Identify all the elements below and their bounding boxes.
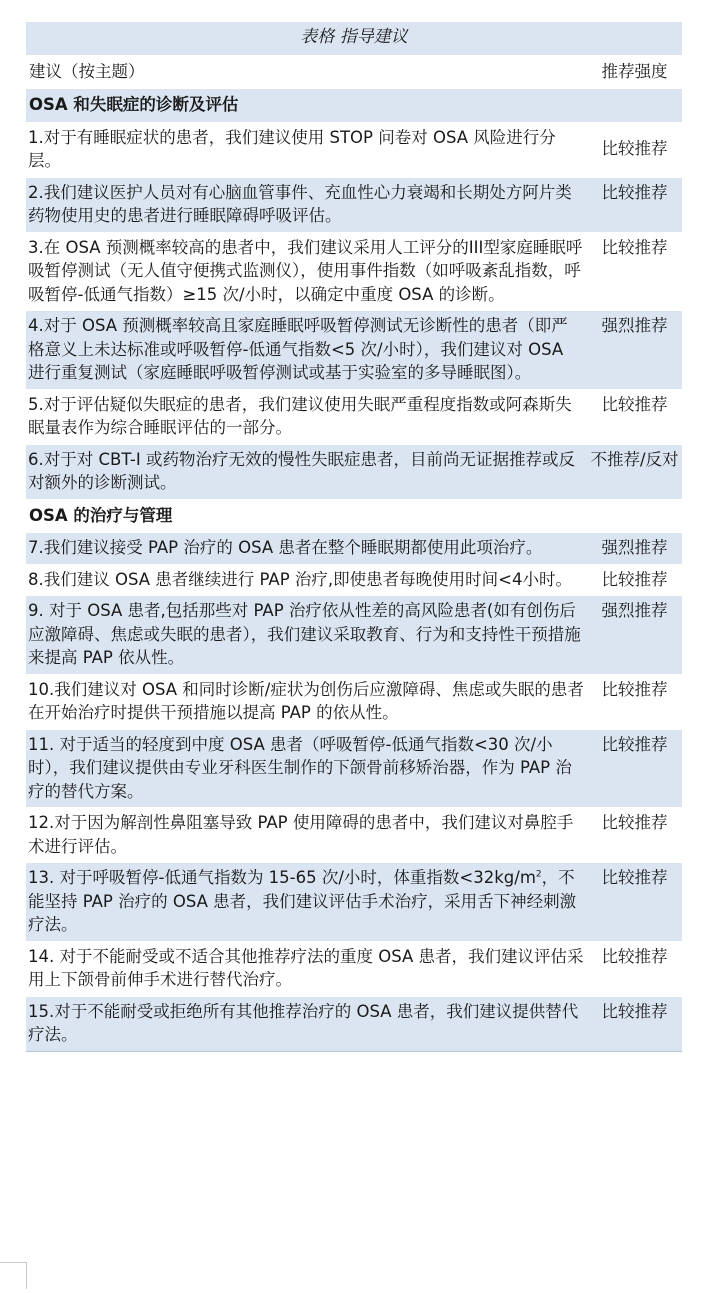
recommendation-strength: 比较推荐 bbox=[587, 564, 682, 596]
recommendation-text bbox=[26, 863, 587, 942]
recommendation-strength: 不推荐/反对 bbox=[587, 444, 682, 499]
recommendation-text-part: 13. 对于呼吸暂停-低通气指数为 15-65 次/小时，体重指数<32kg/m bbox=[28, 868, 536, 887]
table-row bbox=[26, 729, 682, 808]
section-header-row bbox=[26, 89, 682, 123]
superscript: 2 bbox=[535, 869, 542, 880]
recommendation-text: 12.对于因为解剖性鼻阻塞导致 PAP 使用障碍的患者中，我们建议对鼻腔手术进行评估。 bbox=[26, 808, 587, 863]
table-row bbox=[26, 232, 682, 311]
table-row bbox=[26, 808, 682, 863]
table-caption-row bbox=[26, 22, 682, 55]
recommendation-text: 14. 对于不能耐受或不适合其他推荐疗法的重度 OSA 患者，我们建议评估采用上下颌骨前伸手术进行替代治疗。 bbox=[26, 941, 587, 996]
recommendation-strength: 比较推荐 bbox=[587, 941, 682, 996]
table-row bbox=[26, 444, 682, 499]
recommendation-strength: 比较推荐 bbox=[587, 122, 682, 177]
recommendation-strength: 强烈推荐 bbox=[587, 596, 682, 675]
header-recommendation: 建议（按主题） bbox=[26, 55, 587, 89]
table-row bbox=[26, 941, 682, 996]
recommendation-text: 5.对于评估疑似失眠症的患者，我们建议使用失眠严重程度指数或阿森斯失眠量表作为综合睡眠评估的一部分。 bbox=[26, 389, 587, 444]
recommendation-text: 15.对于不能耐受或拒绝所有其他推荐治疗的 OSA 患者，我们建议提供替代疗法。 bbox=[26, 996, 587, 1051]
section-title: OSA 和失眠症的诊断及评估 bbox=[26, 89, 587, 123]
recommendation-text: 4.对于 OSA 预测概率较高且家庭睡眠呼吸暂停测试无诊断性的患者（即严格意义上未达标准或呼吸暂停-低通气指数<5 次/小时），我们建议对 OSA 进行重复测试（家庭睡眠呼吸暂停测试或基于实验室的多导睡眠图）。 bbox=[26, 311, 587, 390]
recommendation-text: 10.我们建议对 OSA 和同时诊断/症状为创伤后应激障碍、焦虑或失眠的患者在开始治疗时提供干预措施以提高 PAP 的依从性。 bbox=[26, 674, 587, 729]
guideline-table bbox=[26, 22, 682, 1052]
table-row bbox=[26, 564, 682, 596]
recommendation-strength: 强烈推荐 bbox=[587, 533, 682, 565]
recommendation-text: 7.我们建议接受 PAP 治疗的 OSA 患者在整个睡眠期都使用此项治疗。 bbox=[26, 533, 587, 565]
recommendation-text: 2.我们建议医护人员对有心脑血管事件、充血性心力衰竭和长期处方阿片类药物使用史的患者进行睡眠障碍呼吸评估。 bbox=[26, 177, 587, 232]
recommendation-strength: 比较推荐 bbox=[587, 996, 682, 1051]
recommendation-strength: 比较推荐 bbox=[587, 232, 682, 311]
section-header-row bbox=[26, 499, 682, 533]
recommendation-text: 11. 对于适当的轻度到中度 OSA 患者（呼吸暂停-低通气指数<30 次/小时），我们建议提供由专业牙科医生制作的下颌骨前移矫治器，作为 PAP 治疗的替代方案。 bbox=[26, 729, 587, 808]
table-row bbox=[26, 533, 682, 565]
recommendation-strength: 强烈推荐 bbox=[587, 311, 682, 390]
page-corner-mark bbox=[0, 1262, 27, 1289]
guideline-table-container bbox=[26, 22, 682, 1052]
recommendation-strength: 比较推荐 bbox=[587, 389, 682, 444]
table-row bbox=[26, 389, 682, 444]
table-row bbox=[26, 311, 682, 390]
recommendation-text: 6.对于对 CBT-I 或药物治疗无效的慢性失眠症患者，目前尚无证据推荐或反对额外的诊断测试。 bbox=[26, 444, 587, 499]
recommendation-text: 3.在 OSA 预测概率较高的患者中，我们建议采用人工评分的III型家庭睡眠呼吸暂停测试（无人值守便携式监测仪），使用事件指数（如呼吸紊乱指数，呼吸暂停-低通气指数）≥15 次/小时，以确定中重度 OSA 的诊断。 bbox=[26, 232, 587, 311]
recommendation-strength: 比较推荐 bbox=[587, 863, 682, 942]
table-caption: 表格 指导建议 bbox=[26, 22, 682, 55]
recommendation-text-part: ，不能坚持 PAP 治疗的 OSA 患者，我们建议评估手术治疗，采用舌下神经刺激疗法。 bbox=[28, 868, 577, 934]
table-header-row bbox=[26, 55, 682, 89]
table-row bbox=[26, 177, 682, 232]
recommendation-strength: 比较推荐 bbox=[587, 729, 682, 808]
recommendation-text: 8.我们建议 OSA 患者继续进行 PAP 治疗,即使患者每晚使用时间<4小时。 bbox=[26, 564, 587, 596]
recommendation-text: 1.对于有睡眠症状的患者，我们建议使用 STOP 问卷对 OSA 风险进行分层。 bbox=[26, 122, 587, 177]
recommendation-strength: 比较推荐 bbox=[587, 177, 682, 232]
table-row bbox=[26, 863, 682, 942]
table-row bbox=[26, 596, 682, 675]
section-title: OSA 的治疗与管理 bbox=[26, 499, 587, 533]
table-row bbox=[26, 674, 682, 729]
table-row bbox=[26, 122, 682, 177]
recommendation-strength: 比较推荐 bbox=[587, 674, 682, 729]
recommendation-text: 9. 对于 OSA 患者,包括那些对 PAP 治疗依从性差的高风险患者(如有创伤后应激障碍、焦虑或失眠的患者），我们建议采取教育、行为和支持性干预措施来提高 PAP 依从性。 bbox=[26, 596, 587, 675]
table-row bbox=[26, 996, 682, 1051]
recommendation-strength: 比较推荐 bbox=[587, 808, 682, 863]
header-strength: 推荐强度 bbox=[587, 55, 682, 89]
